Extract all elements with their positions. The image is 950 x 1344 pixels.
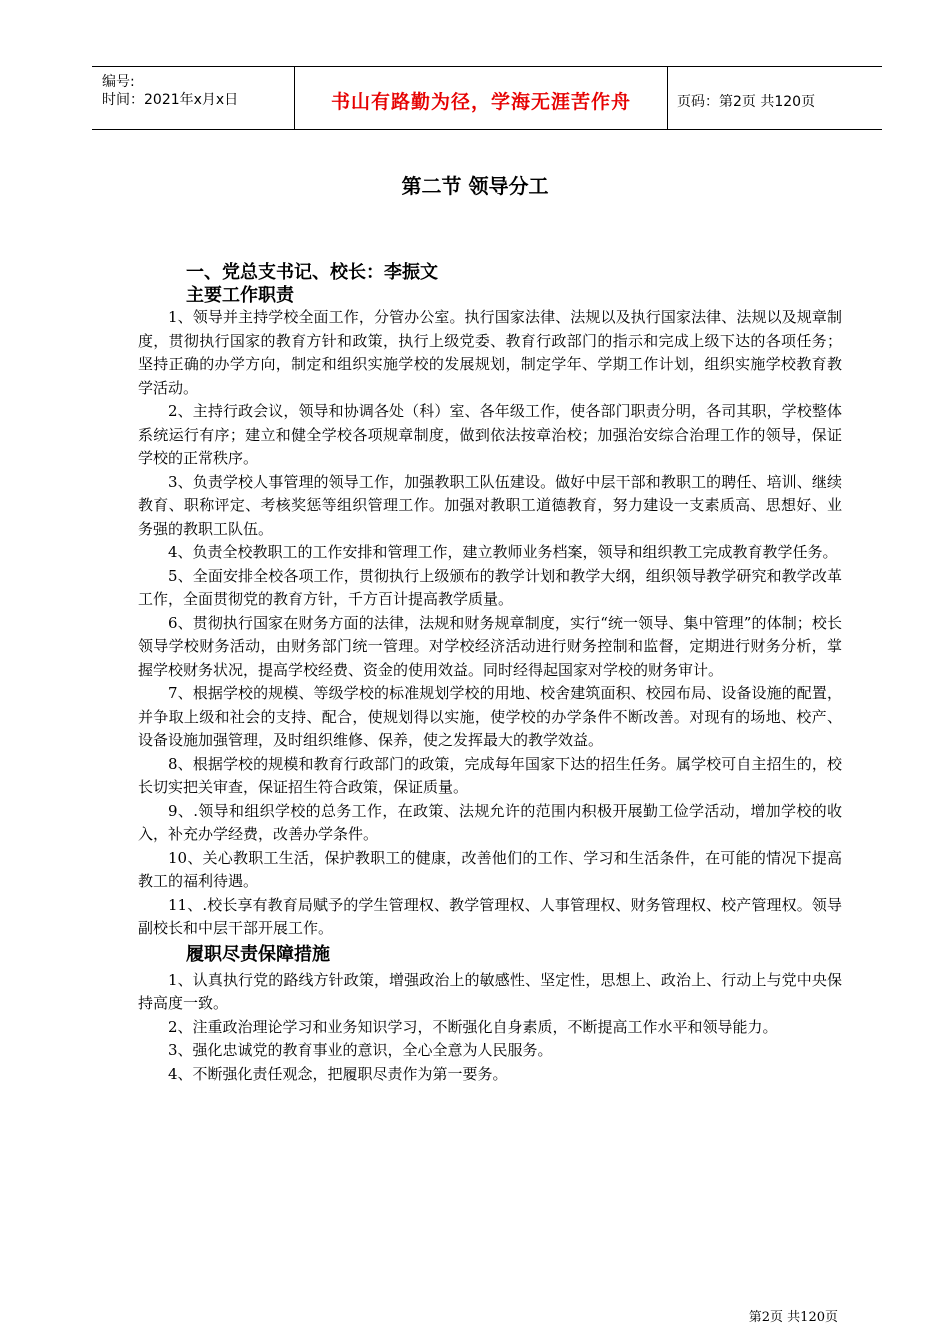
header-motto: 书山有路勤为径，学海无涯苦作舟	[330, 91, 631, 113]
duty-paragraph: 7、根据学校的规模、等级学校的标准规划学校的用地、校舍建筑面积、校园布局、设备设施的配置，并争取上级和社会的支持、配合，使规划得以实施，使学校的办学条件不断改善。对现有的场地、校产、设备设施加强管理，及时组织维修、保养，使之发挥最大的教学效益。	[138, 684, 842, 749]
measure-paragraph: 3、强化忠诚党的教育事业的意识，全心全意为人民服务。	[168, 1041, 553, 1059]
duties-title: 主要工作职责	[186, 285, 294, 306]
duty-paragraph: 6、贯彻执行国家在财务方面的法律，法规和财务规章制度，实行“统一领导、集中管理”的体制；校长领导学校财务活动，由财务部门统一管理。对学校经济活动进行财务控制和监督，定期进行财务分析，掌握学校财务状况，提高学校经费、资金的使用效益。同时经得起国家对学校的财务审计。	[138, 613, 842, 679]
measures-title: 履职尽责保障措施	[186, 943, 330, 965]
duty-paragraph: 8、根据学校的规模和教育行政部门的政策，完成每年国家下达的招生任务。属学校可自主招生的，校长切实把关审查，保证招生符合政策，保证质量。	[138, 754, 842, 796]
duty-paragraph: 5、全面安排全校各项工作，贯彻执行上级颁布的教学计划和教学大纲，组织领导教学研究和教学改革工作，全面贯彻党的教育方针，千方百计提高教学质量。	[138, 566, 842, 608]
duty-paragraph: 11、.校长享有教育局赋予的学生管理权、教学管理权、人事管理权、财务管理权、校产管理权。领导副校长和中层干部开展工作。	[138, 895, 842, 937]
duty-paragraph: 2、主持行政会议，领导和协调各处（科）室、各年级工作，使各部门职责分明，各司其职，学校整体系统运行有序；建立和健全学校各项规章制度，做到依法按章治校；加强治安综合治理工作的领导，保证学校的正常秩序。	[138, 402, 842, 467]
duty-paragraph: 9、.领导和组织学校的总务工作，在政策、法规允许的范围内积极开展勤工俭学活动，增加学校的收入，补充办学经费，改善办学条件。	[138, 801, 842, 843]
document-time-label: 时间：2021年x月x日	[102, 92, 239, 108]
header-motto-cell	[294, 67, 668, 129]
measure-paragraph: 4、不断强化责任观念，把履职尽责作为第一要务。	[168, 1064, 508, 1083]
header-page-cell	[667, 67, 882, 129]
page-footer: 第2页 共120页	[748, 1310, 838, 1325]
header-info-cell	[92, 67, 294, 129]
document-body	[138, 306, 842, 1086]
duty-paragraph: 4、负责全校教职工的工作安排和管理工作，建立教师业务档案，领导和组织教工完成教育教学任务。	[168, 543, 838, 561]
role-heading: 一、党总支书记、校长：李振文	[186, 262, 438, 283]
section-title: 第二节 领导分工	[401, 174, 549, 198]
measure-paragraph: 2、注重政治理论学习和业务知识学习，不断强化自身素质，不断提高工作水平和领导能力。	[168, 1017, 778, 1036]
duty-paragraph: 10、关心教职工生活，保护教职工的健康，改善他们的工作、学习和生活条件，在可能的情况下提高教工的福利待遇。	[138, 848, 842, 890]
document-number-label: 编号:	[102, 74, 135, 90]
measure-paragraph: 1、认真执行党的路线方针政策，增强政治上的敏感性、坚定性，思想上、政治上、行动上与党中央保持高度一致。	[138, 970, 842, 1012]
page-header	[92, 66, 882, 130]
duty-paragraph: 3、负责学校人事管理的领导工作，加强教职工队伍建设。做好中层干部和教职工的聘任、培训、继续教育、职称评定、考核奖惩等组织管理工作。加强对教职工道德教育，努力建设一支素质高、思想好、业务强的教职工队伍。	[138, 472, 842, 538]
header-page-code: 页码：第2页 共120页	[677, 94, 816, 110]
duty-paragraph: 1、领导并主持学校全面工作，分管办公室。执行国家法律、法规以及执行国家法律、法规以及规章制度，贯彻执行国家的教育方针和政策，执行上级党委、教育行政部门的指示和完成上级下达的各项任务；坚持正确的办学方向，制定和组织实施学校的发展规划，制定学年、学期工作计划，组织实施学校教育教学活动。	[138, 308, 842, 397]
